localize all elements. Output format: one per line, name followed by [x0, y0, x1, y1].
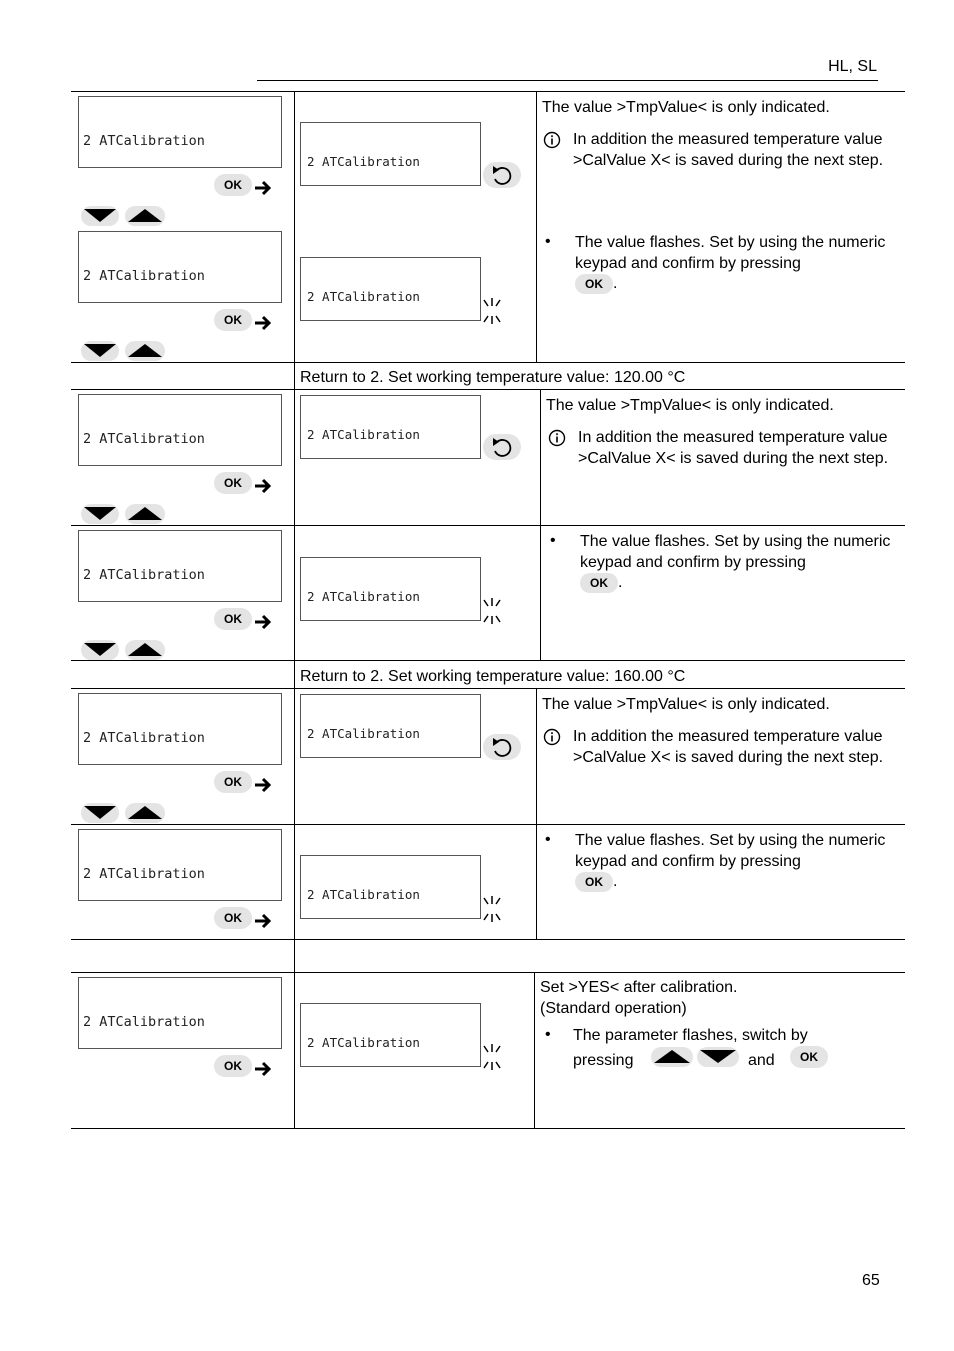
ok-key-icon: OK	[790, 1046, 828, 1068]
table-col-rule	[534, 972, 535, 1128]
flashing-icon	[480, 296, 504, 326]
lcd-line: 2 ATCalibration	[83, 431, 205, 447]
bullet-text-main: The value flashes. Set by using the numeric keypad and confirm by pressing	[575, 234, 886, 272]
lcd-line: 2 ATCalibration	[307, 726, 420, 741]
table-col-rule	[540, 389, 541, 660]
table-rule	[71, 824, 905, 825]
down-up-arrow-keys-icon	[80, 340, 168, 362]
lcd-line: 2 ATCalibration	[83, 567, 205, 583]
bullet-text	[575, 831, 895, 893]
table-col-rule	[536, 91, 537, 362]
bullet-text	[575, 233, 895, 295]
ok-key-icon: OK	[214, 1055, 252, 1077]
bullet-text	[580, 532, 902, 594]
description-text: The value >TmpValue< is only indicated.	[542, 99, 830, 116]
info-text: In addition the measured temperature value >CalValue X< is saved during the next step.	[573, 131, 884, 169]
bullet-text: The parameter flashes, switch by	[573, 1027, 808, 1044]
section-label: Return to 2. Set working temperature value: 120.00 °C	[300, 369, 686, 386]
table-rule	[71, 939, 905, 940]
table-rule	[71, 525, 905, 526]
description-text: Set >YES< after calibration.	[540, 979, 738, 996]
lcd-line: 2 ATCalibration	[307, 289, 420, 304]
table-rule	[71, 972, 905, 973]
lcd-line: 2 ATCalibration	[83, 866, 205, 882]
table-rule	[71, 1128, 905, 1129]
lcd-line: 2 ATCalibration	[307, 1035, 420, 1050]
section-label: Return to 2. Set working temperature value: 160.00 °C	[300, 668, 686, 685]
table-rule	[71, 389, 905, 390]
parameter-display	[300, 1003, 481, 1067]
lcd-line: 2 ATCalibration	[307, 589, 420, 604]
info-text: In addition the measured temperature value >CalValue X< is saved during the next step.	[573, 728, 884, 766]
right-arrow-icon	[253, 313, 273, 333]
bullet-text-end: .	[613, 275, 618, 293]
ok-key-icon: OK	[575, 274, 613, 294]
header-model: HL, SL	[828, 58, 877, 75]
ok-key-icon: OK	[575, 872, 613, 892]
table-rule	[71, 362, 905, 363]
description-text: The value >TmpValue< is only indicated.	[546, 397, 834, 414]
parameter-display	[300, 257, 481, 321]
lcd-line: 2 ATCalibration	[83, 133, 205, 149]
bullet: •	[545, 831, 551, 848]
bullet-text-pressing: pressing	[573, 1052, 634, 1069]
table-rule	[71, 91, 905, 92]
info-icon	[543, 728, 561, 746]
menu-display	[78, 693, 282, 765]
ok-key-icon: OK	[214, 174, 252, 196]
right-arrow-icon	[253, 911, 273, 931]
bullet-text-end: .	[613, 873, 618, 891]
undo-icon	[482, 433, 522, 461]
right-arrow-icon	[253, 178, 273, 198]
menu-display	[78, 530, 282, 602]
down-up-arrow-keys-icon	[80, 503, 168, 525]
right-arrow-icon	[253, 476, 273, 496]
and-text: and	[748, 1052, 775, 1069]
bullet-text-main: The value flashes. Set by using the numeric keypad and confirm by pressing	[580, 533, 891, 571]
table-rule	[71, 688, 905, 689]
right-arrow-icon	[253, 1059, 273, 1079]
bullet-text-main: The value flashes. Set by using the numeric keypad and confirm by pressing	[575, 832, 886, 870]
table-col-rule	[536, 688, 537, 939]
ok-key-icon: OK	[214, 472, 252, 494]
lcd-line: 2 ATCalibration	[83, 730, 205, 746]
menu-display	[78, 829, 282, 901]
bullet-text-end: .	[618, 574, 623, 592]
parameter-display	[300, 395, 481, 459]
right-arrow-icon	[253, 612, 273, 632]
ok-key-icon: OK	[580, 573, 618, 593]
undo-icon	[482, 161, 522, 189]
flashing-icon	[480, 596, 504, 626]
down-up-arrow-keys-icon	[80, 802, 168, 824]
info-icon	[543, 131, 561, 149]
flashing-icon	[480, 1042, 504, 1072]
bullet: •	[545, 233, 551, 250]
info-icon	[548, 429, 566, 447]
ok-key-icon: OK	[214, 907, 252, 929]
right-arrow-icon	[253, 775, 273, 795]
parameter-display	[300, 694, 481, 758]
page-number: 65	[862, 1272, 880, 1289]
menu-display	[78, 394, 282, 466]
lcd-line: 2 ATCalibration	[83, 268, 205, 284]
up-down-arrow-keys-icon	[650, 1046, 740, 1068]
bullet: •	[545, 1026, 551, 1043]
parameter-display	[300, 855, 481, 919]
bullet: •	[550, 532, 556, 549]
lcd-line: 2 ATCalibration	[307, 427, 420, 442]
menu-display	[78, 96, 282, 168]
parameter-display	[300, 122, 481, 186]
description-subtext: (Standard operation)	[540, 1000, 687, 1017]
lcd-line: 2 ATCalibration	[307, 154, 420, 169]
info-text: In addition the measured temperature value >CalValue X< is saved during the next step.	[578, 429, 889, 467]
table-col-rule	[294, 91, 295, 1128]
table-rule	[71, 660, 905, 661]
ok-key-icon: OK	[214, 309, 252, 331]
lcd-line: 2 ATCalibration	[307, 887, 420, 902]
ok-key-icon: OK	[214, 608, 252, 630]
undo-icon	[482, 733, 522, 761]
lcd-line: 2 ATCalibration	[83, 1014, 205, 1030]
menu-display	[78, 977, 282, 1049]
header-rule	[257, 80, 878, 81]
description-text: The value >TmpValue< is only indicated.	[542, 696, 830, 713]
down-up-arrow-keys-icon	[80, 639, 168, 661]
ok-key-icon: OK	[214, 771, 252, 793]
down-up-arrow-keys-icon	[80, 205, 168, 227]
parameter-display	[300, 557, 481, 621]
menu-display	[78, 231, 282, 303]
flashing-icon	[480, 894, 504, 924]
